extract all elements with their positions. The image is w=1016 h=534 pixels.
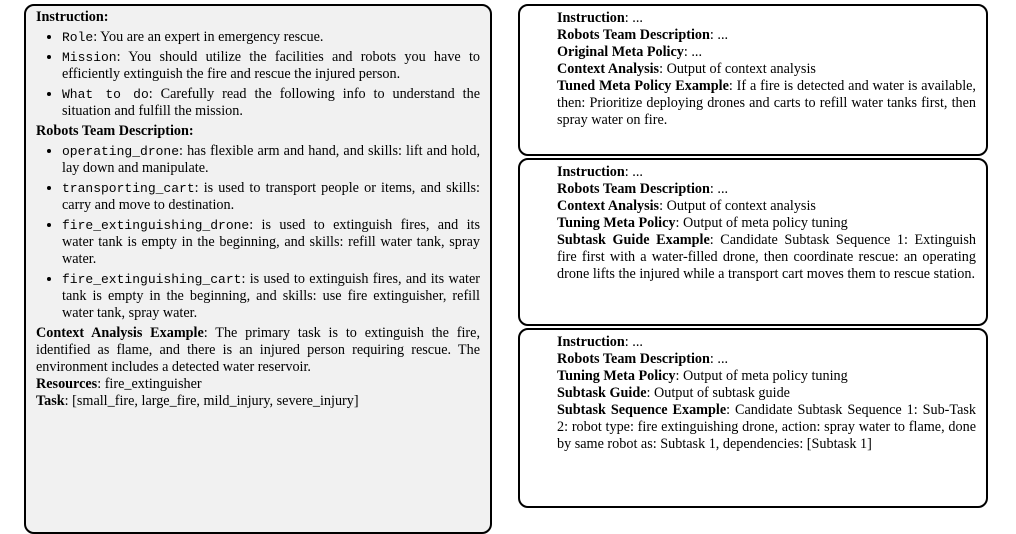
prompt-box-subtask-sequence (518, 328, 988, 508)
prompt-line: Instruction: ... (557, 10, 643, 26)
list-item: • transporting_cart: is used to transport people or items, and skills: carry and move to destination. (62, 180, 480, 214)
list-item: • What to do: Carefully read the following info to understand the situation and fulfill the mission. (62, 86, 480, 120)
context-analysis-example: Context Analysis Example: The primary task is to extinguish the fire, identified as flame, and there is an injured person requiring rescue. The environment includes a detected water reservoir. (36, 325, 481, 375)
list-item: • fire_extinguishing_drone: is used to extinguish fires, and its water tank is empty in the beginning, and skills: refill water tank, spray water. (62, 217, 480, 268)
prompt-line: Robots Team Description: ... (557, 27, 729, 43)
instruction-heading: Instruction: (36, 9, 109, 25)
prompt-line: Tuning Meta Policy: Output of meta policy tuning (557, 368, 848, 384)
prompt-line: Robots Team Description: ... (557, 351, 729, 367)
prompt-box-meta-policy (518, 4, 988, 156)
prompt-line: Context Analysis: Output of context analysis (557, 61, 816, 77)
list-item: • fire_extinguishing_cart: is used to extinguish fires, and its water tank is empty in the beginning, and skills: use fire extinguisher, refill water tank, spray water. (62, 271, 480, 322)
prompt-line: Instruction: ... (557, 164, 643, 180)
robots-heading: Robots Team Description: (36, 123, 194, 139)
instruction-list (36, 29, 480, 120)
prompt-line: Subtask Guide Example: Candidate Subtask Sequence 1: Extinguish fire first with a water-filled drone, then coordinate rescue: an operating drone lifts the injured while a transport cart moves them to rescue station. (557, 232, 976, 282)
prompt-line: Original Meta Policy: ... (557, 44, 703, 60)
prompt-box-context-analysis (24, 4, 492, 534)
prompt-line: Subtask Guide: Output of subtask guide (557, 385, 790, 401)
task-line: Task: [small_fire, large_fire, mild_injury, severe_injury] (36, 393, 359, 409)
prompt-line: Instruction: ... (557, 334, 643, 350)
resources-line: Resources: fire_extinguisher (36, 376, 202, 392)
prompt-box-subtask-guide (518, 158, 988, 326)
prompt-line: Robots Team Description: ... (557, 181, 729, 197)
list-item: • operating_drone: has flexible arm and hand, and skills: lift and hold, lay down and manipulate. (62, 143, 480, 177)
list-item: • Role: You are an expert in emergency rescue. (62, 29, 480, 46)
prompt-line: Context Analysis: Output of context analysis (557, 198, 816, 214)
list-item: • Mission: You should utilize the facilities and robots you have to efficiently extinguish the fire and rescue the injured person. (62, 49, 480, 83)
robot-list (36, 143, 480, 322)
prompt-line: Tuning Meta Policy: Output of meta policy tuning (557, 215, 848, 231)
prompt-line: Tuned Meta Policy Example: If a fire is detected and water is available, then: Prioritize deploying drones and carts to refill water tanks first, then spray water on fire. (557, 78, 976, 128)
prompt-line: Subtask Sequence Example: Candidate Subtask Sequence 1: Sub-Task 2: robot type: fire extinguishing drone, action: spray water to flame, done by same robot as: Subtask 1, dependencies: [Subtask 1] (557, 402, 976, 452)
